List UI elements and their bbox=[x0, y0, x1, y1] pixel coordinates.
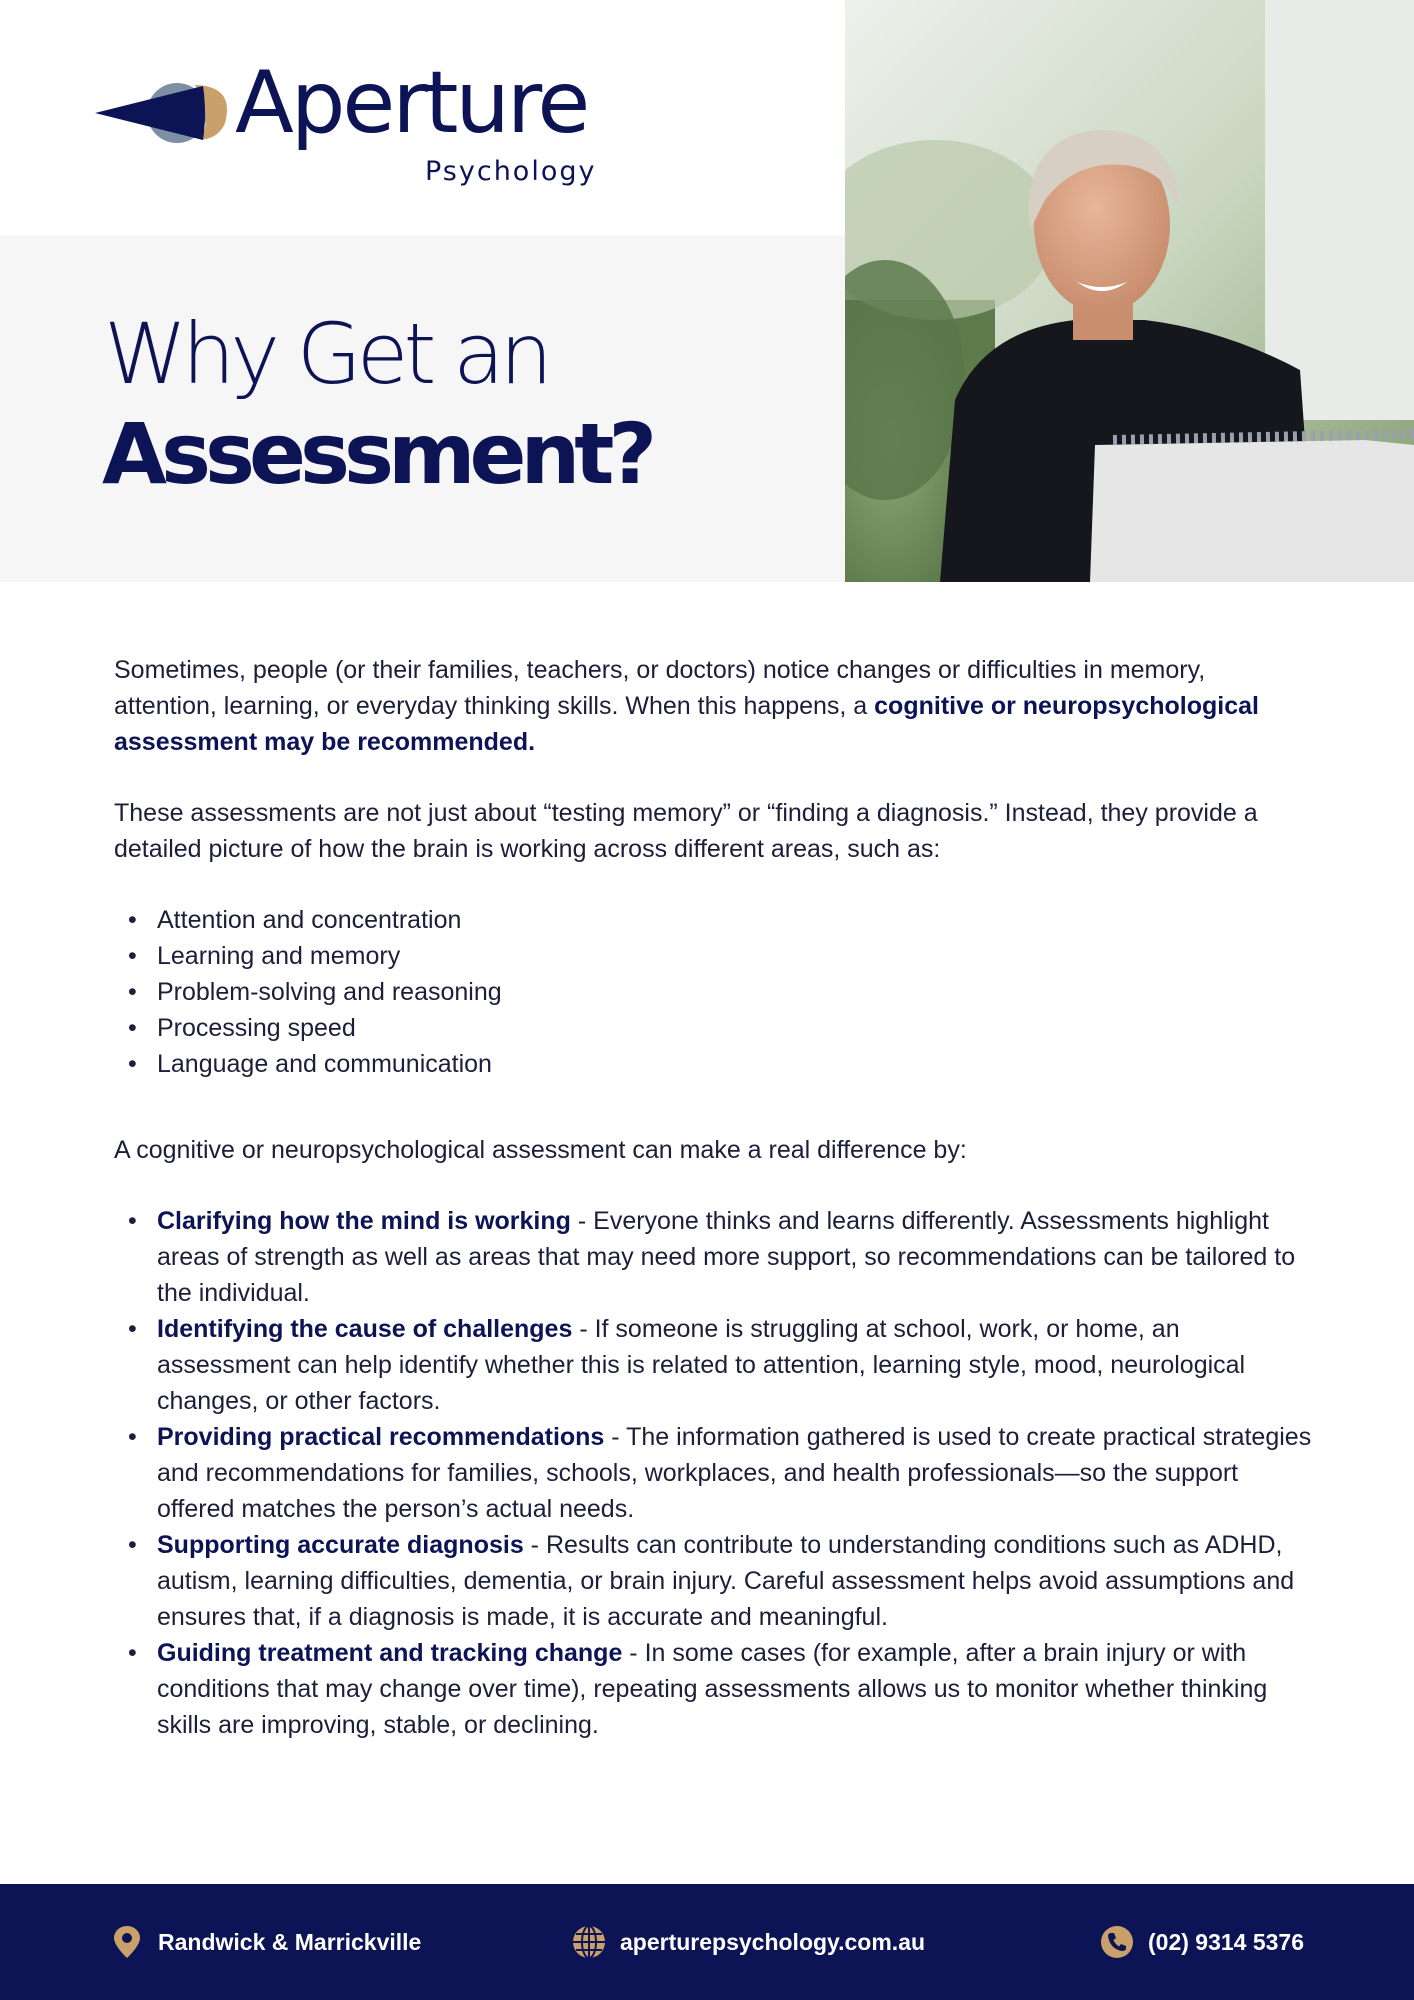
header bbox=[0, 0, 1414, 582]
benefit-text: - Everyone thinks and learns differently. Assessments highlight areas of strength as well as areas that may need more support, so recommendations can be tailored to the individual. bbox=[157, 1207, 1296, 1307]
list-item: • Processing speed bbox=[114, 1010, 1314, 1046]
list-item bbox=[114, 1311, 1314, 1419]
benefit-text: - The information gathered is used to create practical strategies and recommendations for families, schools, workplaces, and health professionals—so the support offered matches the person’s actual needs. bbox=[157, 1423, 1312, 1523]
phone-icon bbox=[1100, 1924, 1134, 1960]
benefit-text: - Results can contribute to understanding conditions such as ADHD, autism, learning difficulties, dementia, or brain injury. Careful assessment helps avoid assumptions and ensures that, if a diagnosis is made, it is accurate and meaningful. bbox=[157, 1531, 1295, 1631]
list-item bbox=[114, 1527, 1314, 1635]
page-title-line1: Why Get an bbox=[104, 305, 548, 403]
page-title-line2: Assessment? bbox=[102, 405, 652, 503]
list-item bbox=[114, 1419, 1314, 1527]
location-pin-icon bbox=[110, 1924, 144, 1960]
footer-location-label: Randwick & Marrickville bbox=[158, 1928, 422, 1955]
list-item: • Attention and concentration bbox=[114, 902, 1314, 938]
list-item bbox=[114, 1635, 1314, 1743]
brand-name: Aperture bbox=[235, 53, 588, 153]
benefit-text: - In some cases (for example, after a brain injury or with conditions that may change over time), repeating assessments allows us to monitor whether thinking skills are improving, stable, or declining. bbox=[157, 1639, 1268, 1739]
globe-icon bbox=[572, 1924, 606, 1960]
footer-website-label[interactable]: aperturepsychology.com.au bbox=[620, 1928, 926, 1955]
header-photo bbox=[845, 0, 1414, 582]
benefit-title: Guiding treatment and tracking change bbox=[157, 1639, 623, 1667]
footer-phone[interactable] bbox=[1100, 1924, 1304, 1960]
list-item: • Language and communication bbox=[114, 1046, 1314, 1082]
benefit-title: Identifying the cause of challenges bbox=[157, 1315, 573, 1343]
benefit-title: Supporting accurate diagnosis bbox=[157, 1531, 524, 1559]
benefit-title: Clarifying how the mind is working bbox=[157, 1207, 571, 1235]
list-item bbox=[114, 1203, 1314, 1311]
intro-paragraph bbox=[114, 652, 1314, 760]
body-content bbox=[114, 652, 1314, 1778]
footer-phone-label[interactable]: (02) 9314 5376 bbox=[1148, 1928, 1305, 1955]
footer-location bbox=[110, 1924, 421, 1960]
smiling-woman-photo bbox=[845, 0, 1414, 582]
aperture-logo-icon bbox=[95, 76, 235, 150]
list-item: • Learning and memory bbox=[114, 938, 1314, 974]
intro-bold: cognitive or neuropsychological assessment may be recommended. bbox=[114, 692, 1259, 756]
list-item: • Problem-solving and reasoning bbox=[114, 974, 1314, 1010]
brand-subtitle: Psychology bbox=[425, 156, 597, 187]
footer bbox=[0, 1884, 1414, 2000]
benefit-title: Providing practical recommendations bbox=[157, 1423, 605, 1451]
footer-website[interactable] bbox=[572, 1924, 925, 1960]
benefit-text: - If someone is struggling at school, work, or home, an assessment can help identify whether this is related to attention, learning style, mood, neurological changes, or other factors. bbox=[157, 1315, 1246, 1415]
areas-intro-paragraph: These assessments are not just about “testing memory” or “finding a diagnosis.” Instead, they provide a detailed picture of how the brain is working across different areas, such as: bbox=[114, 799, 1258, 863]
benefits-list bbox=[114, 1203, 1314, 1743]
logo-area bbox=[0, 0, 845, 235]
benefits-intro-paragraph: A cognitive or neuropsychological assessment can make a real difference by: bbox=[114, 1136, 967, 1164]
areas-list bbox=[114, 902, 1314, 1082]
intro-text: Sometimes, people (or their families, teachers, or doctors) notice changes or difficulties in memory, attention, learning, or everyday thinking skills. When this happens, a bbox=[114, 656, 1206, 720]
